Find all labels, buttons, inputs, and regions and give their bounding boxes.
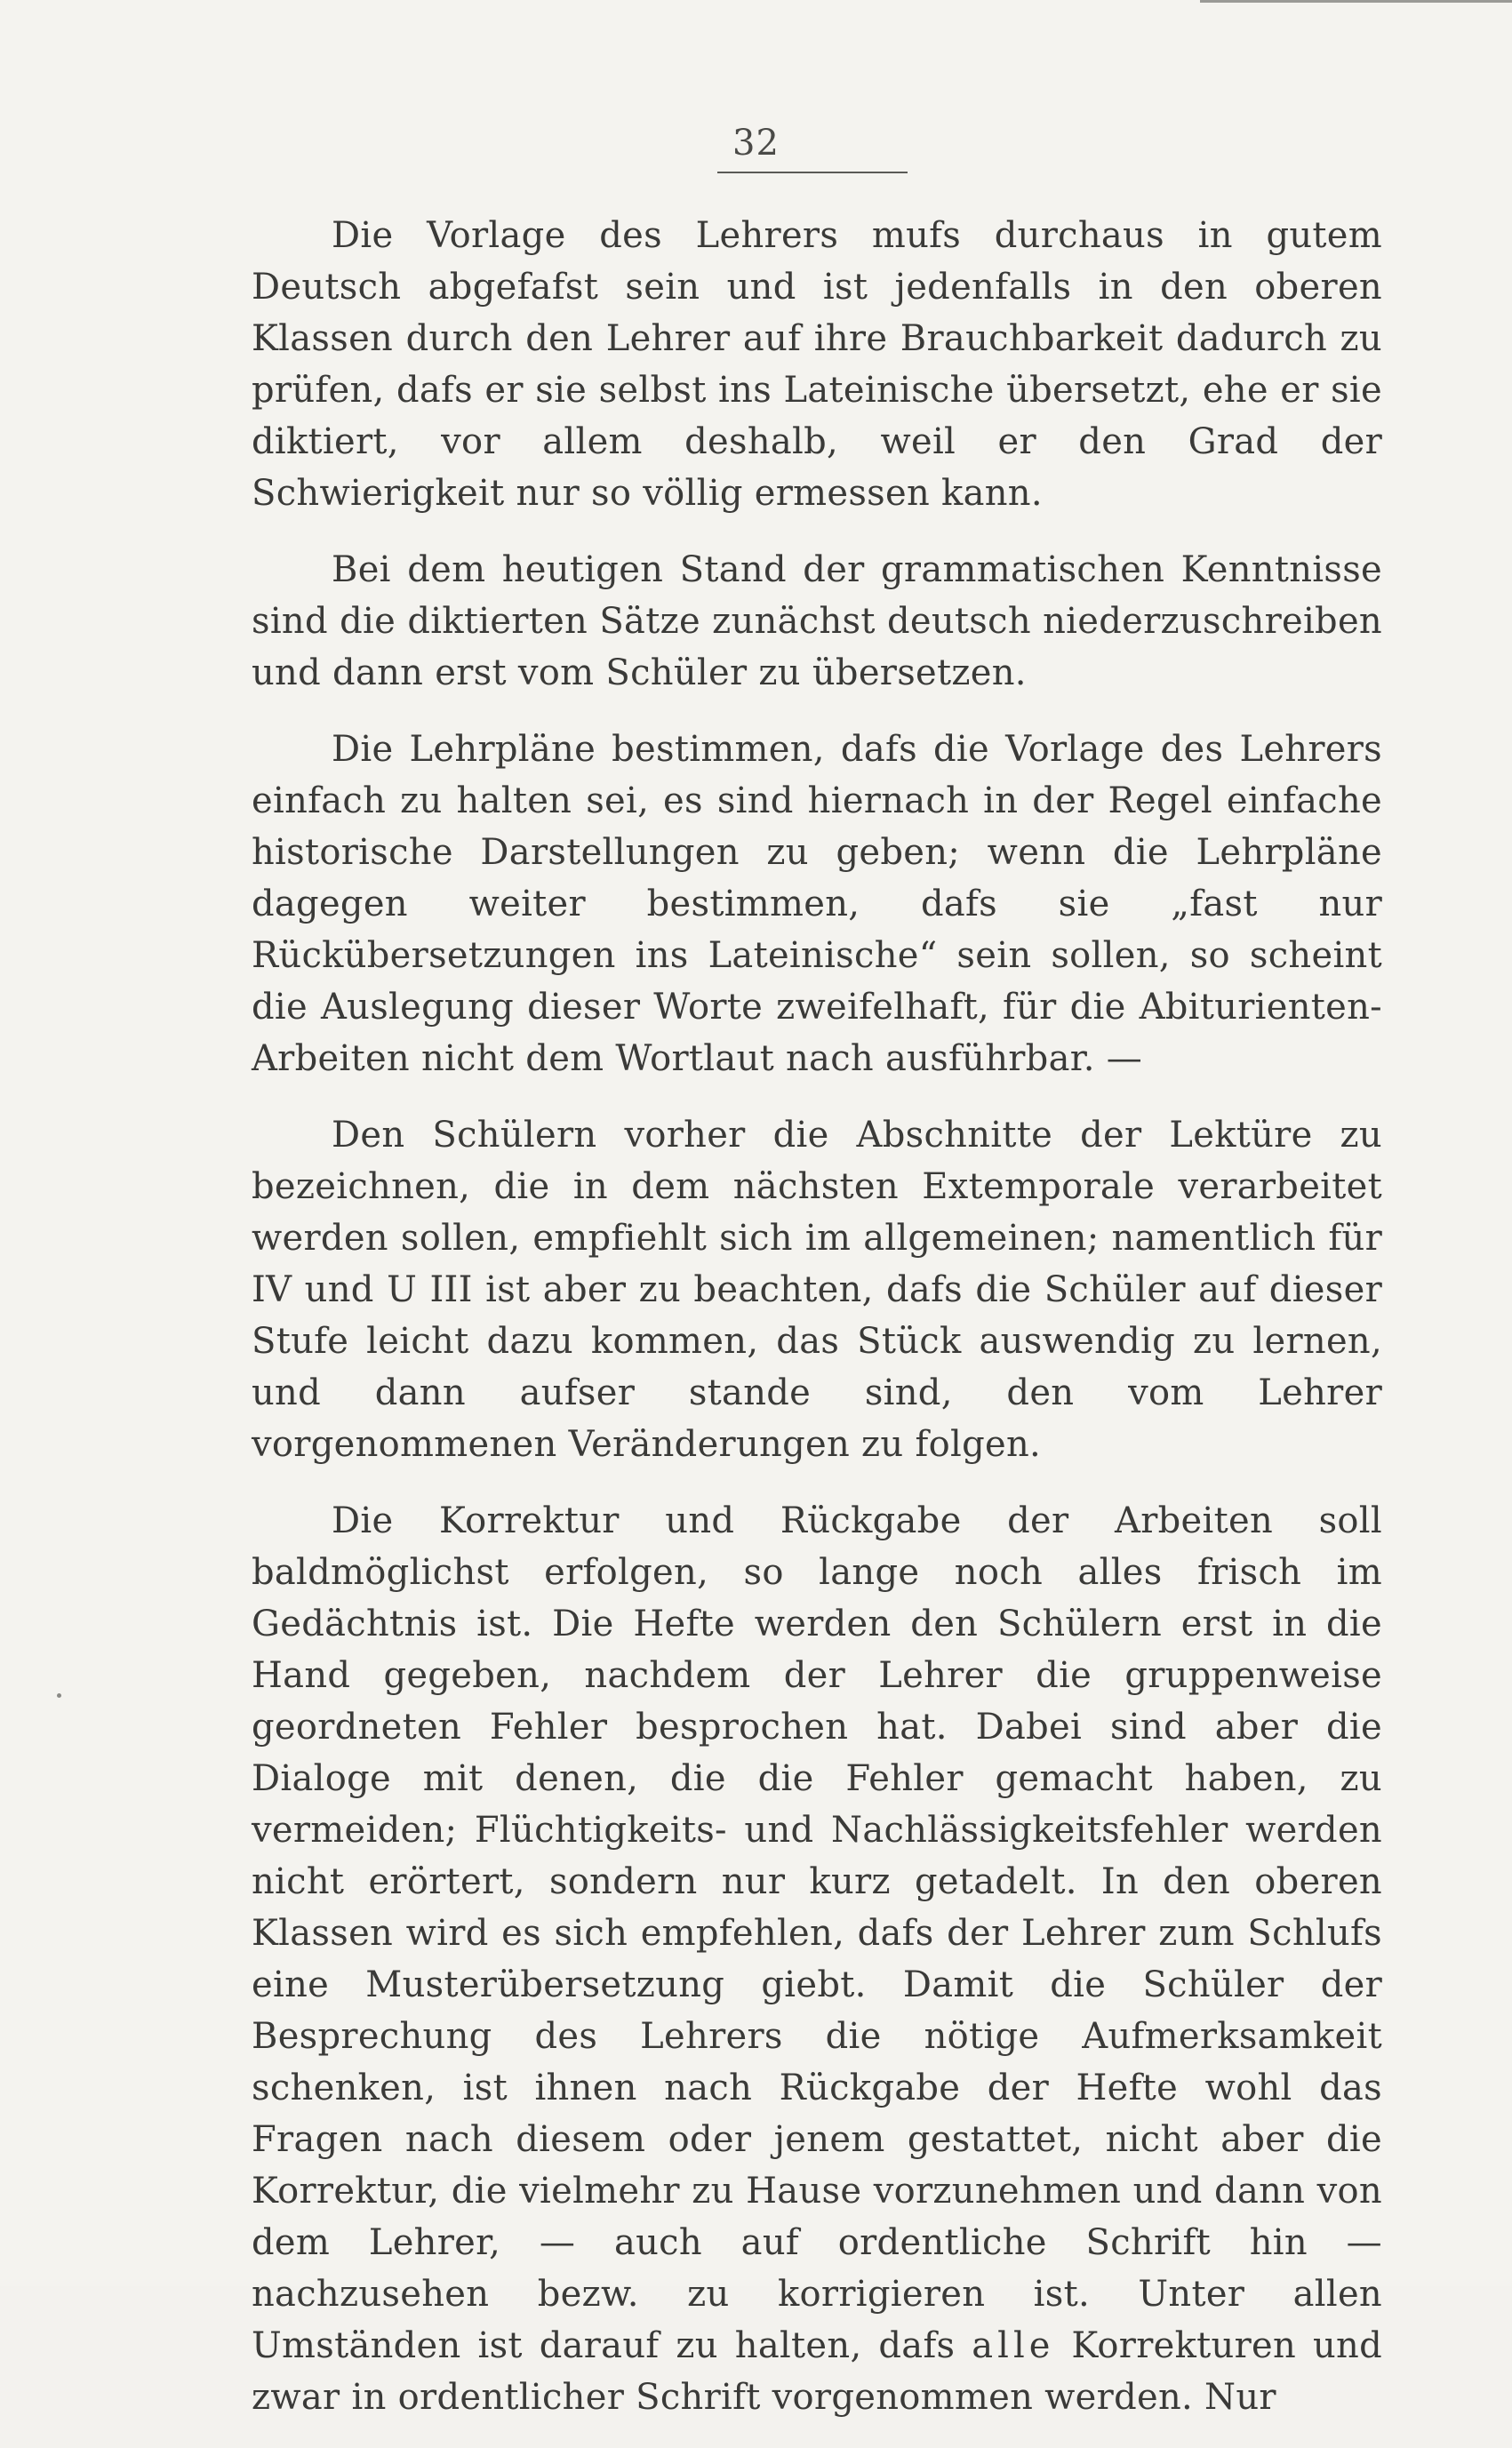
page-number-rule [717,172,908,173]
paragraph-4: Den Schülern vorher die Abschnitte der Lektüre zu bezeichnen, die in dem nächsten Extemporale verarbeitet werden sollen, empfiehlt sich im allgemeinen; namentlich für IV und U III ist aber zu beachten, dafs die Schüler auf dieser Stufe leicht dazu kommen, das Stück auswendig zu lernen, und dann aufser stande sind, den vom Lehrer vorgenommenen Veränderungen zu folgen. [252,1115,1382,1465]
paragraph-5-text-after: Korrekturen und zwar in ordentlicher Schrift vorgenommen werden. Nur [252,2325,1382,2418]
paragraph-2: Bei dem heutigen Stand der grammatischen Kenntnisse sind die diktierten Sätze zunächst deutsch niederzuschreiben und dann erst vom Schüler zu übersetzen. [252,549,1382,693]
stray-ink-dot [57,1693,61,1698]
paragraph-1: Die Vorlage des Lehrers mufs durchaus in gutem Deutsch abgefafst sein und ist jedenfalls in den oberen Klassen durch den Lehrer auf ihre Brauchbarkeit dadurch zu prüfen, dafs er sie selbst ins Lateinische übersetzt, ehe er sie diktiert, vor allem deshalb, weil er den Grad der Schwierigkeit nur so völlig ermessen kann. [252,215,1382,514]
body-text [252,210,1382,2448]
paragraph-5-text-before: Die Korrektur und Rückgabe der Arbeiten soll baldmöglichst erfolgen, so lange noch alles frisch im Gedächtnis ist. Die Hefte werden den Schülern erst in die Hand gegeben, nachdem der Lehrer die gruppenweise geordneten Fehler besprochen hat. Dabei sind aber die Dialoge mit denen, die die Fehler gemacht haben, zu vermeiden; Flüchtigkeits- und Nachlässigkeitsfehler werden nicht erörtert, sondern nur kurz getadelt. In den oberen Klassen wird es sich empfehlen, dafs der Lehrer zum Schlufs eine Musterübersetzung giebt. Damit die Schüler der Besprechung des Lehrers die nötige Aufmerksamkeit schenken, ist ihnen nach Rückgabe der Hefte wohl das Fragen nach diesem oder jenem gestattet, nicht aber die Korrektur, die vielmehr zu Hause vorzunehmen und dann von dem Lehrer, — auch auf ordentliche Schrift hin — nachzusehen bezw. zu korrigieren ist. Unter allen Umständen ist darauf zu halten, dafs [252,1500,1382,2366]
page-edge-shadow [1200,0,1512,3]
paragraph-5 [252,1495,1382,2423]
paragraph-5-emphasis: alle [972,2325,1055,2366]
page-number: 32 [732,123,780,164]
paragraph-3: Die Lehrpläne bestimmen, dafs die Vorlage des Lehrers einfach zu halten sei, es sind hiernach in der Regel einfache historische Darstellungen zu geben; wenn die Lehrpläne dagegen weiter bestimmen, dafs sie „fast nur Rückübersetzungen ins Lateinische“ sein sollen, so scheint die Auslegung dieser Worte zweifelhaft, für die Abiturienten-Arbeiten nicht dem Wortlaut nach ausführbar. — [252,729,1382,1079]
